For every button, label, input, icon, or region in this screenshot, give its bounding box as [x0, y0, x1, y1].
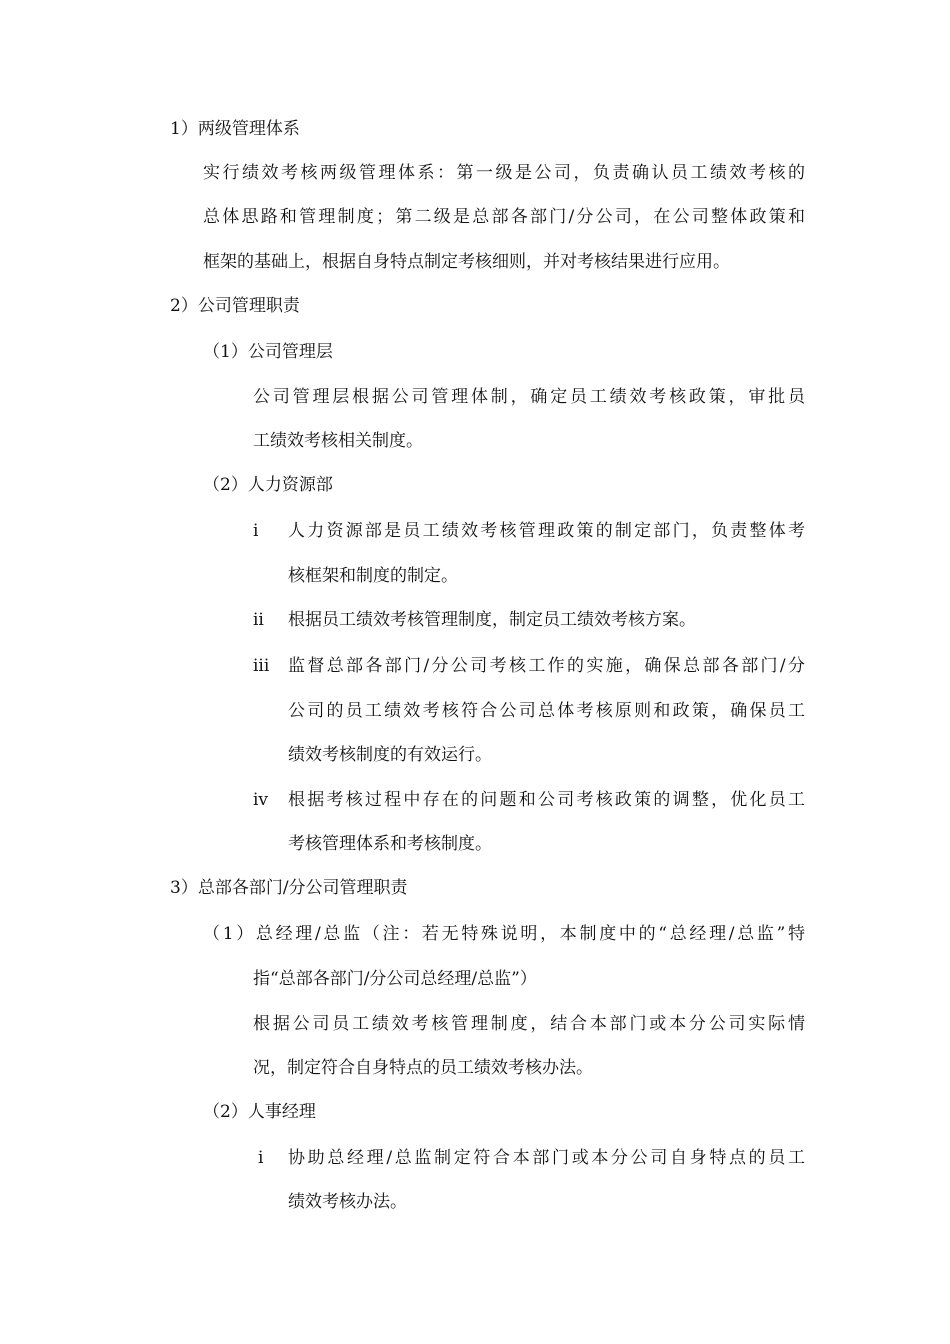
list-marker: iii [253, 656, 270, 676]
section-2-heading: 2）公司管理职责 [170, 296, 300, 316]
section-2-sub-2-heading: （2）人力资源部 [203, 475, 333, 495]
list-item-line: 公司的员工绩效考核符合公司总体考核原则和政策，确保员工 [288, 701, 805, 721]
list-marker: i [253, 521, 259, 541]
list-item-line: 人力资源部是员工绩效考核管理政策的制定部门，负责整体考 [288, 521, 805, 541]
section-2-sub-1-para-line: 工绩效考核相关制度。 [253, 431, 423, 451]
section-1-para-line: 实行绩效考核两级管理体系：第一级是公司，负责确认员工绩效考核的 [203, 163, 805, 183]
list-item-line: 协助总经理/总监制定符合本部门或本分公司自身特点的员工 [288, 1148, 805, 1168]
list-item-line: 根据考核过程中存在的问题和公司考核政策的调整，优化员工 [288, 790, 805, 810]
list-marker: ii [253, 610, 264, 630]
section-3-heading: 3）总部各部门/分公司管理职责 [170, 878, 408, 898]
list-item-line: 考核管理体系和考核制度。 [288, 834, 492, 854]
section-1-para-line: 框架的基础上，根据自身特点制定考核细则，并对考核结果进行应用。 [203, 252, 730, 272]
list-item-line: 绩效考核制度的有效运行。 [288, 745, 492, 765]
list-item-line: 根据员工绩效考核管理制度，制定员工绩效考核方案。 [288, 610, 696, 630]
section-3-sub-1-heading: （1）总经理/总监（注：若无特殊说明，本制度中的“总经理/总监”特 [203, 924, 805, 944]
section-2-sub-1-heading: （1）公司管理层 [203, 342, 333, 362]
section-3-sub-2-heading: （2）人事经理 [203, 1102, 316, 1122]
list-item-line: 监督总部各部门/分公司考核工作的实施，确保总部各部门/分 [288, 656, 805, 676]
list-item-line: 核框架和制度的制定。 [288, 566, 458, 586]
list-item-line: 绩效考核办法。 [288, 1192, 407, 1212]
section-3-sub-1-heading-cont: 指“总部各部门/分公司总经理/总监”） [253, 969, 537, 989]
section-3-sub-1-para-line: 根据公司员工绩效考核管理制度，结合本部门或本分公司实际情 [253, 1014, 805, 1034]
section-1-para-line: 总体思路和管理制度；第二级是总部各部门/分公司，在公司整体政策和 [203, 207, 805, 227]
list-marker: iv [253, 790, 269, 810]
section-3-sub-1-para-line: 况，制定符合自身特点的员工绩效考核办法。 [253, 1058, 593, 1078]
section-1-heading: 1）两级管理体系 [170, 119, 300, 139]
list-marker: i [258, 1148, 264, 1168]
section-2-sub-1-para-line: 公司管理层根据公司管理体制，确定员工绩效考核政策，审批员 [253, 387, 805, 407]
